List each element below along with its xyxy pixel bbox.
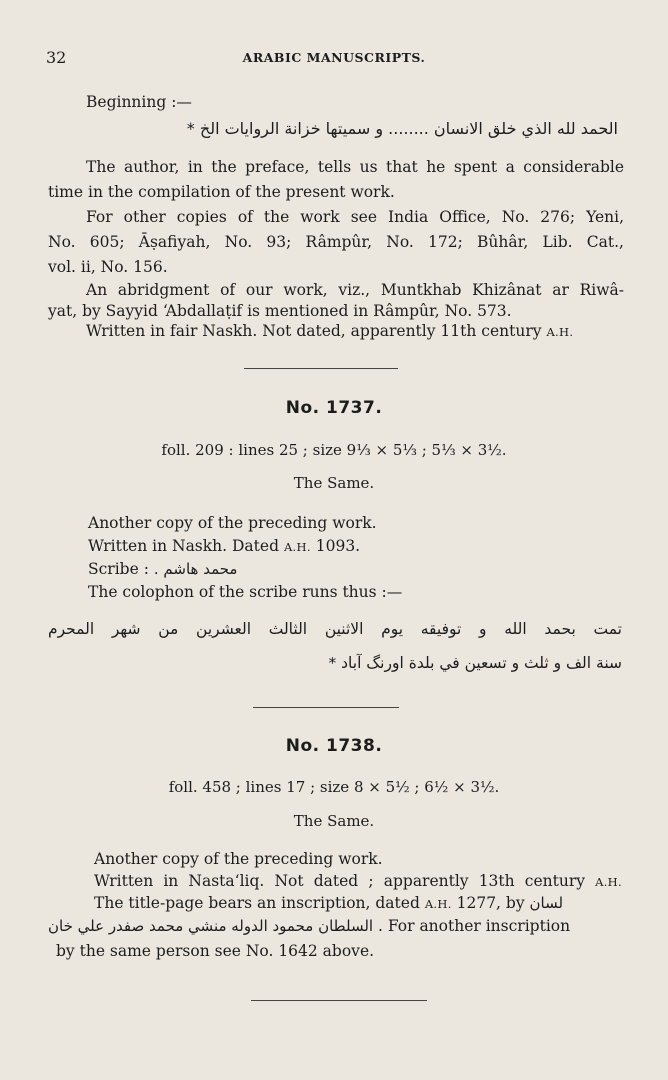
entry-1738-line3-era: A.H. (424, 897, 452, 911)
scribe-name-arabic: محمد هاشم . (153, 560, 238, 578)
section-divider-3 (251, 1000, 427, 1001)
para4-era: A.H. (546, 325, 574, 339)
entry-1737-subtitle: The Same. (293, 474, 375, 492)
entry-1738-line3-year: 1277, by (456, 894, 525, 912)
entry-1738-title: No. 1738. (285, 736, 383, 756)
entry-1737-line4: The colophon of the scribe runs thus :— (88, 583, 403, 601)
entry-1737-line1: Another copy of the preceding work. (88, 514, 377, 532)
page-number: 32 (46, 48, 67, 67)
beginning-arabic: الحمد لله الذي خلق الانسان ........ و سميتها خزانة الروايات الخ * (186, 119, 618, 138)
entry-1738-line5: by the same person see No. 1642 above. (56, 942, 375, 960)
entry-1737-year: 1093. (315, 537, 361, 555)
entry-1737-line2-text: Written in Naskh. Dated (88, 537, 279, 555)
entry-1738-subtitle: The Same. (293, 812, 375, 830)
para4-text: Written in fair Naskh. Not dated, apparently 11th century (86, 322, 542, 340)
beginning-label: Beginning :— (86, 93, 192, 111)
para2-line1: For other copies of the work see India Office, No. 276; Yeni, (86, 208, 624, 226)
entry-1738-line4 (48, 915, 622, 937)
page-header (46, 48, 622, 70)
para3-line2: yat, by Sayyid ‘Abdallaṭif is mentioned in Râmpûr, No. 573. (48, 302, 512, 320)
para2-line3: vol. ii, No. 156. (48, 258, 168, 276)
para2-line2: No. 605; Āṣafiyah, No. 93; Râmpûr, No. 172; Bûhâr, Lib. Cat., (48, 233, 624, 251)
entry-1737-details: foll. 209 : lines 25 ; size 9⅓ × 5⅓ ; 5⅓ × 3½. (161, 441, 507, 459)
entry-1737-title: No. 1737. (285, 398, 383, 418)
entry-1738-line3 (94, 892, 622, 915)
section-divider (244, 368, 398, 369)
colophon-line2: سنة الف و ثلث و تسعين في بلدة اورنگ آباد * (328, 654, 622, 672)
entry-1737-era: A.H. (283, 540, 311, 554)
entry-1738-line2-text: Written in Nasta‘liq. Not dated ; apparently 13th century (94, 872, 585, 890)
entry-1738-era: A.H. (595, 875, 622, 889)
para1-line2: time in the compilation of the present work. (48, 183, 395, 201)
inscription-arabic: السلطان محمود الدوله منشي محمد صفدر علي خان (48, 917, 374, 935)
entry-1738-line2 (94, 870, 622, 893)
para1-line1: The author, in the preface, tells us that he spent a considerable (86, 158, 624, 176)
entry-1737-line2 (88, 535, 624, 558)
scribe-label: Scribe : (88, 560, 149, 578)
para4-line (86, 320, 624, 343)
entry-1738-line1: Another copy of the preceding work. (94, 850, 383, 868)
para3-line1: An abridgment of our work, viz., Muntkhab Khizânat ar Riwâ- (86, 281, 624, 299)
colophon-line1: تمت بحمد الله و توفيقه يوم الاثنين الثالث العشرين من شهر المحرم (48, 620, 622, 638)
entry-1738-line4-text: . For another inscription (378, 917, 571, 935)
entry-1738-details: foll. 458 ; lines 17 ; size 8 × 5½ ; 6½ × 3½. (168, 778, 500, 796)
entry-1738-line3-text: The title-page bears an inscription, dated (94, 894, 420, 912)
section-divider-2 (253, 707, 399, 708)
inscription-arabic-start: لسان (529, 894, 564, 912)
entry-1737-line3 (88, 558, 624, 580)
running-title: ARABIC MANUSCRIPTS. (242, 50, 426, 65)
